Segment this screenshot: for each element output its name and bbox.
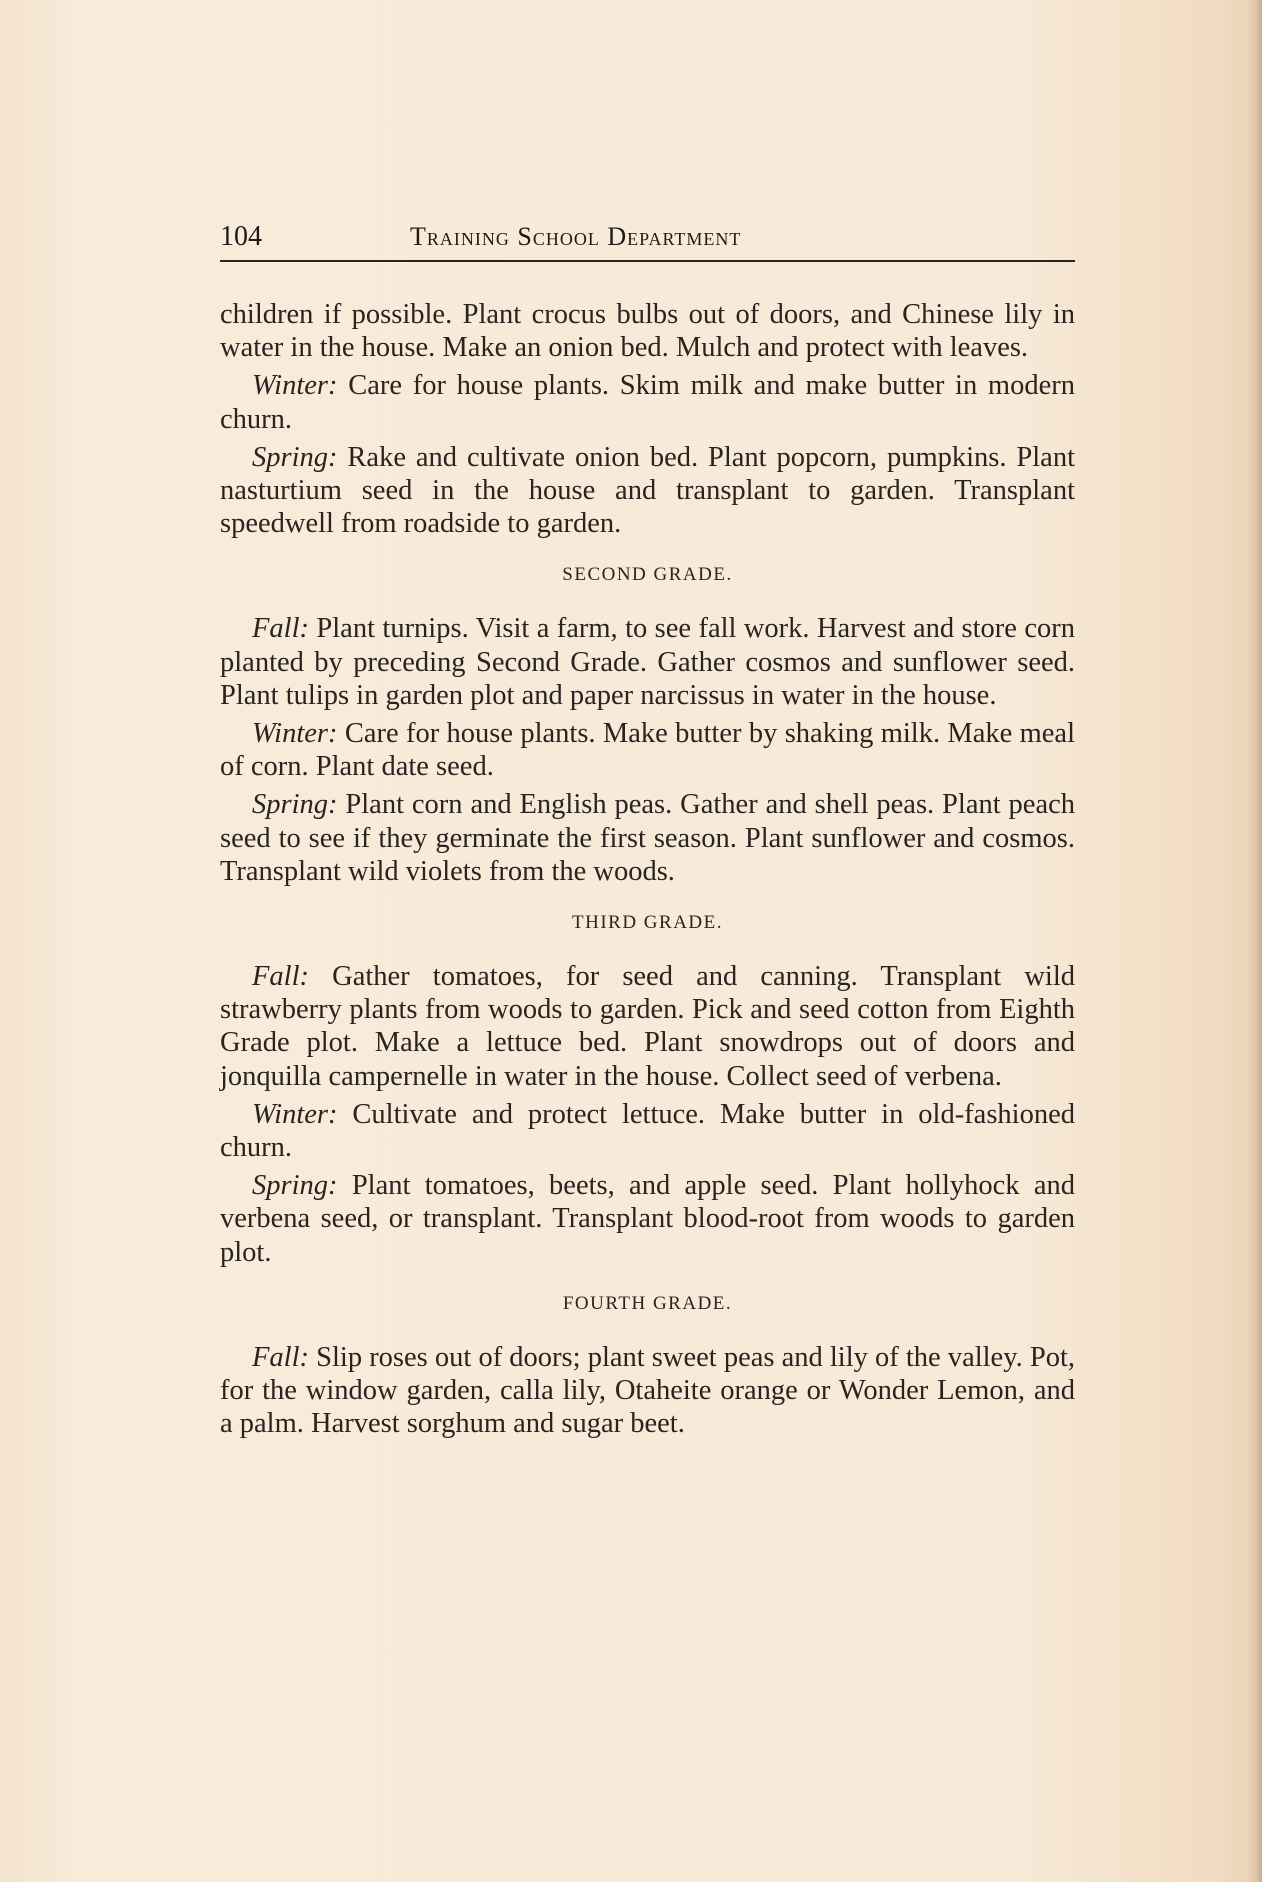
fourth-grade-heading: FOURTH GRADE.: [562, 1292, 733, 1314]
running-head: Training School Department: [410, 222, 742, 251]
paragraph-text: Plant turnips. Visit a farm, to see fall work. Harvest and store corn planted by preceding Second Grade. Gather cosmos and sunflower seed. Plant tulips in garden plot and paper narcissus in water in the house.: [220, 613, 1075, 711]
first-grade-spring-paragraph: [220, 441, 1075, 541]
season-label: Winter:: [252, 370, 338, 402]
third-grade-winter-paragraph: [220, 1098, 1075, 1164]
third-grade-heading: THIRD GRADE.: [572, 912, 723, 934]
season-label: Fall:: [252, 961, 309, 993]
page-edge-shadow: [1248, 0, 1262, 1882]
paragraph-text: Care for house plants. Skim milk and make butter in modern churn.: [220, 370, 1075, 435]
second-grade-winter-paragraph: [220, 717, 1075, 783]
fourth-grade-fall-paragraph: [220, 1341, 1075, 1441]
season-label: Spring:: [252, 1170, 338, 1202]
paragraph-text: Plant tomatoes, beets, and apple seed. Plant hollyhock and verbena seed, or transplant. Transplant blood-root from woods to garden plot.: [220, 1170, 1075, 1268]
season-label: Spring:: [252, 441, 338, 473]
page-number: 104: [220, 221, 262, 252]
intro-paragraph: [220, 298, 1075, 364]
third-grade-spring-paragraph: [220, 1169, 1075, 1269]
season-label: Winter:: [252, 1098, 338, 1130]
season-label: Fall:: [252, 1341, 309, 1373]
intro-text: children if possible. Plant crocus bulbs out of doors, and Chinese lily in water in the house. Make an onion bed. Mulch and protect with leaves.: [220, 299, 1075, 364]
paragraph-text: Plant corn and English peas. Gather and shell peas. Plant peach seed to see if they germinate the first season. Plant sunflower and cosmos. Transplant wild violets from the woods.: [220, 789, 1075, 887]
paragraph-text: Cultivate and protect lettuce. Make butter in old-fashioned churn.: [220, 1098, 1075, 1164]
body-text: [220, 298, 1075, 1445]
season-label: Fall:: [252, 613, 309, 645]
paragraph-text: Slip roses out of doors; plant sweet peas and lily of the valley. Pot, for the window garden, calla lily, Otaheite orange or Wonder Lemon, and a palm. Harvest sorghum and sugar beet.: [220, 1341, 1075, 1440]
season-label: Winter:: [252, 718, 338, 750]
season-label: Spring:: [252, 789, 338, 821]
header-rule: [220, 260, 1075, 262]
second-grade-fall-paragraph: [220, 612, 1075, 712]
third-grade-fall-paragraph: [220, 960, 1075, 1093]
first-grade-winter-paragraph: [220, 369, 1075, 435]
paragraph-text: Rake and cultivate onion bed. Plant popcorn, pumpkins. Plant nasturtium seed in the house and transplant to garden. Transplant speedwell from roadside to garden.: [220, 441, 1075, 540]
second-grade-heading: SECOND GRADE.: [562, 564, 733, 586]
second-grade-spring-paragraph: [220, 788, 1075, 888]
paragraph-text: Care for house plants. Make butter by shaking milk. Make meal of corn. Plant date seed.: [220, 718, 1075, 783]
page-header: [220, 220, 1075, 260]
paragraph-text: Gather tomatoes, for seed and canning. Transplant wild strawberry plants from woods to garden. Pick and seed cotton from Eighth Grade plot. Make a lettuce bed. Plant snowdrops out of doors and jonquilla campernelle in water in the house. Collect seed of verbena.: [220, 961, 1075, 1092]
